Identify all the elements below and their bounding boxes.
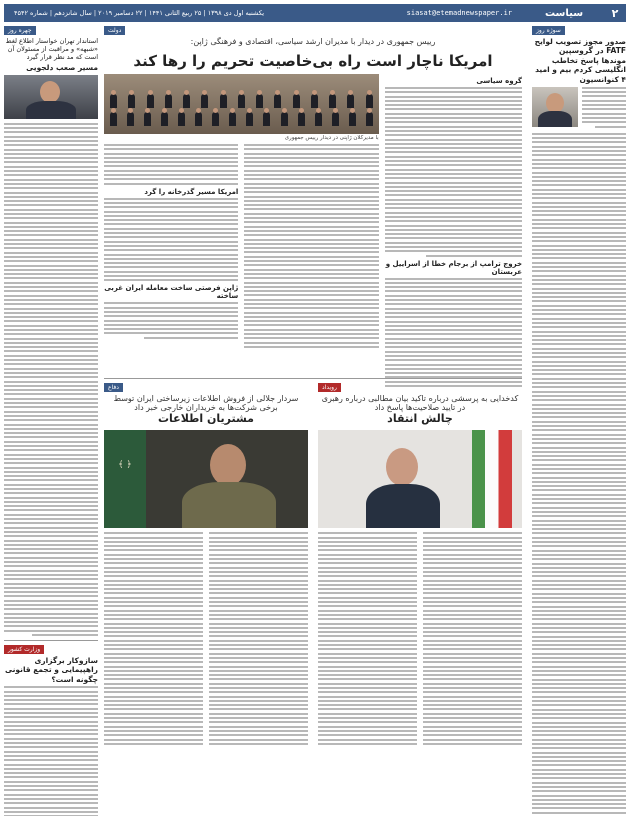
defense-tag: دفاع [104, 383, 123, 392]
ministry-tag: وزارت کشور [4, 645, 44, 654]
story3-headline[interactable]: مشتریان اطلاعات [158, 412, 254, 425]
subhead-1: خروج ترامپ از برجام خطا از اسراییل و عربستان [385, 259, 522, 276]
story-kadkhodaei [318, 383, 522, 747]
story2-headline[interactable]: چالش انتقاد [387, 412, 453, 425]
left-intro: استاندار تهران خواستار اطلاع لغط «شبهه» و مراقبت از مسئولان آن است که مد نظر قرار گیرد [5, 37, 98, 62]
main-headline[interactable]: امریکا ناچار است راه بی‌خاصیت تحریم را رها کند [133, 52, 493, 70]
story3-kicker: سردار جلالی از فروش اطلاعات زیرساختی ایران توسط برخی شرکت‌ها به خریداران خارجی خبر داد [113, 394, 299, 412]
left-headline-2[interactable]: سازوکار برگزاری راهپیمایی و تجمع قانونی چگونه است؟ [5, 656, 98, 684]
left-headline[interactable]: مسیر صعب دلجویی [26, 63, 98, 73]
face-of-day-tag: چهره روز [4, 26, 36, 35]
subhead-2: امریکا مسیر گذرخانه را گرد [144, 187, 239, 196]
main-story-area [104, 26, 522, 816]
left-column [4, 26, 98, 816]
section-title: سیاست [544, 7, 584, 19]
commander-photo: ﴿ ﴾ [104, 430, 308, 528]
government-tag: دولت [104, 26, 125, 35]
topic-tag: سوژه روز [532, 26, 565, 35]
spokesman-photo [318, 430, 522, 528]
story-jalali [104, 383, 308, 747]
right-body-text [532, 133, 626, 816]
story2-body-1 [423, 532, 522, 747]
story3-body-2 [104, 532, 203, 747]
section-email[interactable]: siasat@etemadnewspaper.ir [406, 9, 512, 17]
main-body-col-2 [244, 144, 378, 350]
right-headline[interactable]: صدور مجوز تصویب لوایح FATF در گروسپین موندها پاسخ تخاطب انگلیسی کردم بیم و امید ۴ کنوانسیون [534, 37, 626, 84]
main-body-col-3 [104, 144, 238, 185]
page-number: ۲ [611, 6, 619, 20]
left-body-text [4, 123, 98, 636]
main-body-col-1 [385, 87, 522, 257]
right-column [532, 26, 626, 816]
portrait-photo [532, 87, 578, 127]
right-intro-text [582, 87, 626, 130]
subhead-3: ژاپن فرصتی ساخت معامله ایران غربی ساخته [104, 284, 239, 301]
date-line: یکشنبه اول دی ۱۳۹۸ | ۲۵ ربیع الثانی ۱۴۴۱ | ۲۲ دسامبر ۲۰۱۹ | سال شانزدهم | شماره ۴۵۴۲ [14, 9, 265, 17]
byline: گروه سیاسی [476, 77, 522, 85]
main-body-col-3b [104, 198, 238, 282]
photo-caption: با مدیرکلان ژاپنی در دیدار رییس جمهوری [284, 135, 379, 141]
story3-body-1 [209, 532, 308, 747]
page-header [4, 4, 626, 22]
governor-photo [4, 75, 98, 119]
story2-kicker: کدخدایی به پرسشی درباره تاکید بیان مطالبی درباره رهبری در تایید صلاحیت‌ها پاسخ داد [321, 394, 519, 412]
main-body-col-3c [104, 302, 238, 338]
left-body-text-2 [4, 686, 98, 816]
main-body-col-1b [385, 278, 522, 387]
meeting-group-photo [104, 74, 379, 134]
story2-body-2 [318, 532, 417, 747]
main-kicker: رییس جمهوری در دیدار با مدیران ارشد سیاسی، اقتصادی و فرهنگی ژاپن: [190, 37, 436, 46]
event-tag: رویداد [318, 383, 341, 392]
